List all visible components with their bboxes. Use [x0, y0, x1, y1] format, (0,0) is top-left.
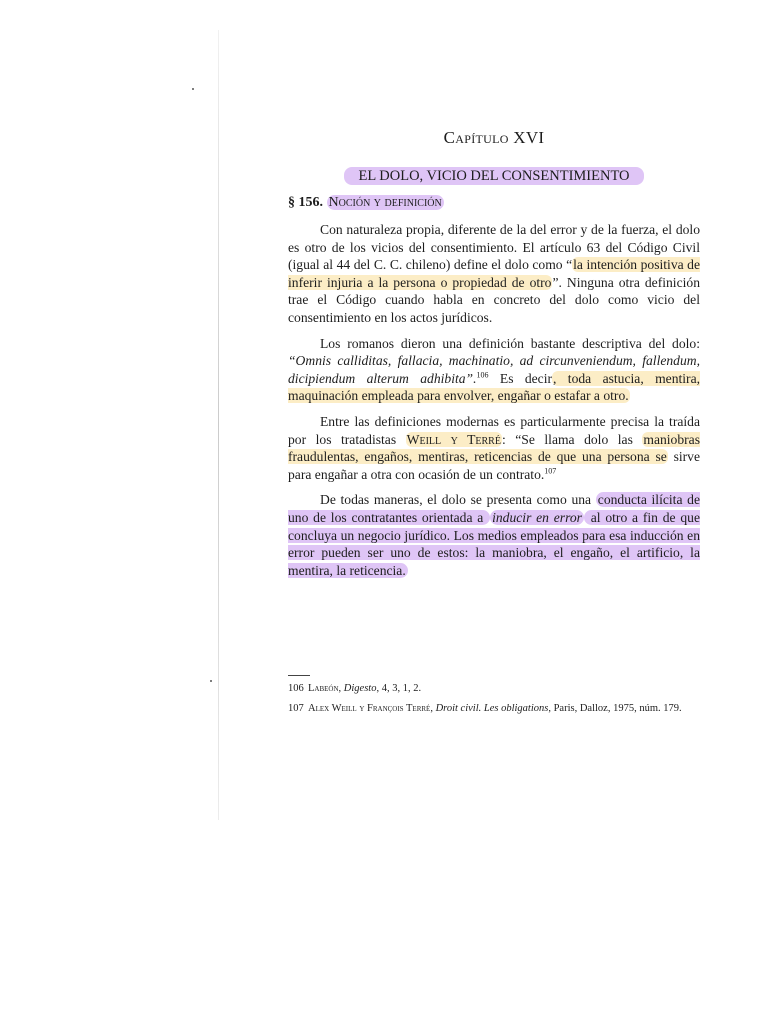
chapter-heading: Capítulo XVI	[443, 128, 545, 147]
footnote-106: 106 Labeón, Digesto, 4, 3, 1, 2.	[288, 683, 422, 695]
scan-speck	[210, 680, 212, 682]
subsection-heading: § 156. Noción y definición	[288, 195, 442, 210]
document-page	[288, 120, 700, 721]
footnote-ref: 107	[544, 466, 557, 476]
scan-speck	[192, 88, 194, 90]
paragraph-1: Con naturaleza propia, diferente de la del error y de la fuerza, el dolo es otro de los vicios del consentimiento. El artículo 63 del Código Civil (igual al 44 del C. C. chileno) define el dolo como “la intención positiva de inferir injuria a la persona o propiedad de otro”. Ninguna otra definición trae el Código cuando habla en concreto del dolo como vicio del consentimiento en los actos jurídicos.	[288, 222, 701, 325]
footnote-divider	[288, 675, 310, 676]
section-title: EL DOLO, VICIO DEL CONSENTIMIENTO	[288, 168, 700, 185]
paragraph-3: Entre las definiciones modernas es particularmente precisa la traída por los tratadistas Weill y Terré: “Se llama dolo las maniobras fraudulentas, engaños, mentiras, reticencias de que una persona se sirve para engañar a otra con ocasión de un contrato.$^{107}$	[288, 413, 701, 482]
paragraph-4: De todas maneras, el dolo se presenta como una conducta ilícita de uno de los contratantes orientada a inducir en error al otro a fin de que concluya un negocio jurídico. Los medios empleados para esa inducción en error pueden ser uno de estos: la maniobra, el engaño, el artificio, la mentira, la reticencia.	[288, 492, 700, 578]
footnote-ref: 106	[476, 370, 489, 380]
scan-fold-line	[218, 30, 219, 820]
paragraph-2: Los romanos dieron una definición bastante descriptiva del dolo: “Omnis calliditas, fallacia, machinatio, ad circunveniendum, fallendum, dicipiendum alterum adhibita”.$^{106}$ Es decir, toda astucia, mentira, maquinación empleada para envolver, engañar o estafar a otro.	[288, 335, 701, 404]
footnote-107: 107 Alex Weill y François Terré, Droit civil. Les obligations, Paris, Dalloz, 1975, núm. 179.	[288, 702, 682, 714]
